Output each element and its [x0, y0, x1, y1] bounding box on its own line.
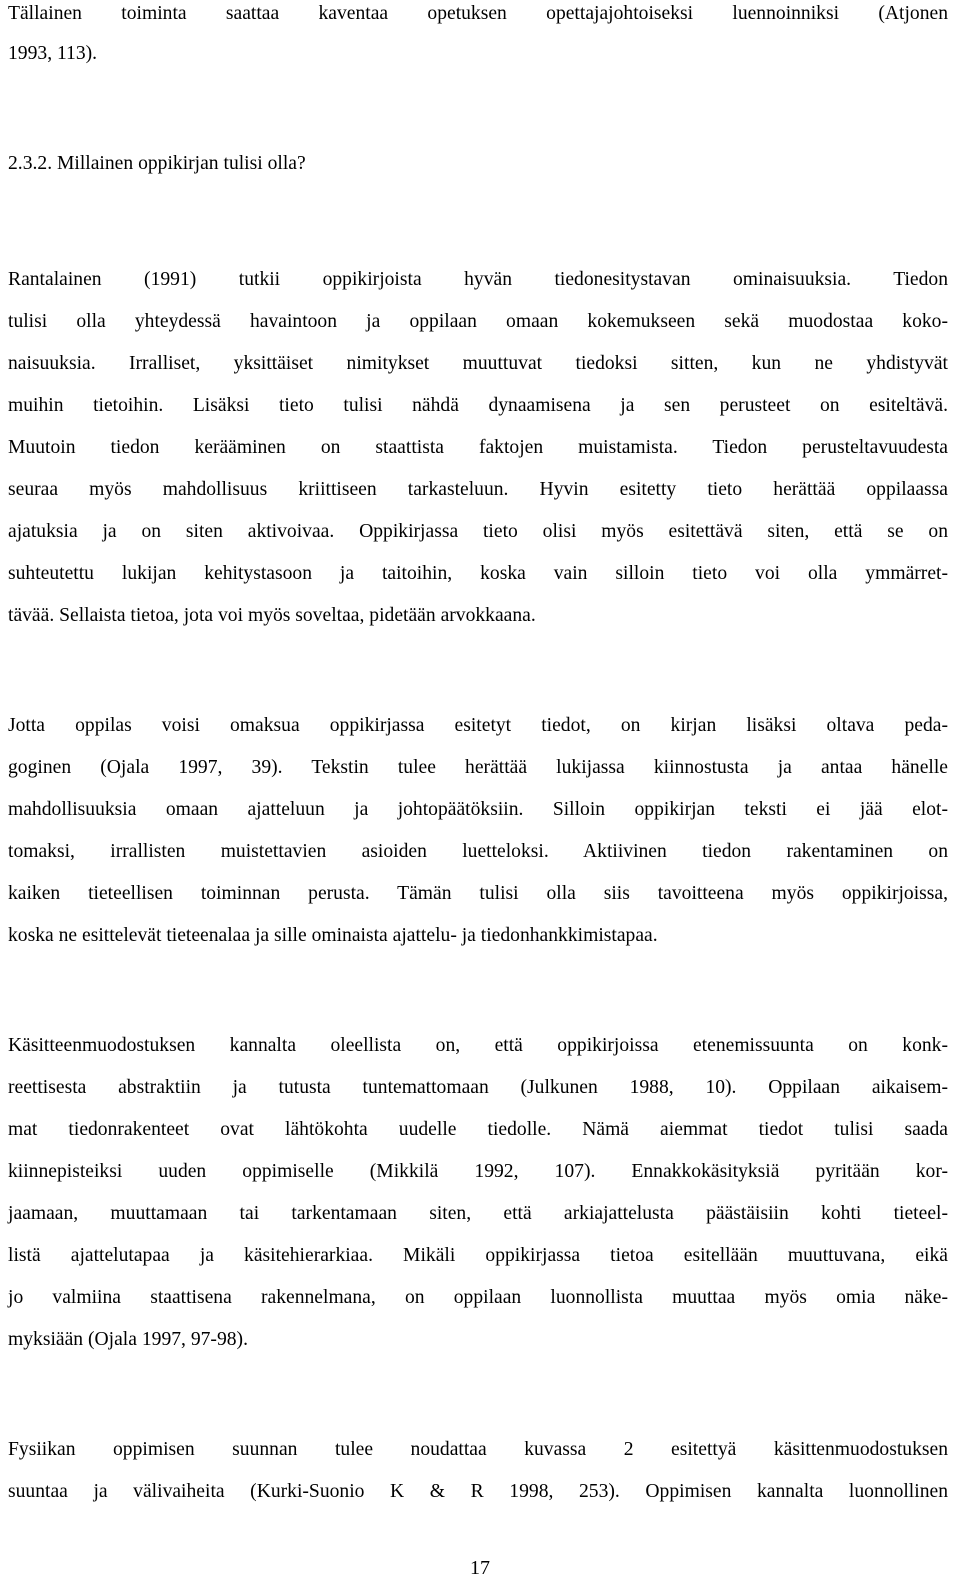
paragraph-2-line: goginen (Ojala 1997, 39). Tekstin tulee herättää lukijassa kiinnostusta ja antaa hänelle: [8, 757, 948, 778]
paragraph-2-line: koska ne esittelevät tieteenalaa ja sille ominaista ajattelu- ja tiedonhankkimistapaa.: [8, 925, 658, 946]
paragraph-2-line: kaiken tieteellisen toiminnan perusta. Tämän tulisi olla siis tavoitteena myös oppikirjoissa,: [8, 883, 948, 904]
paragraph-1-line: suhteutettu lukijan kehitystasoon ja taitoihin, koska vain silloin tieto voi olla ymmärret-: [8, 563, 948, 584]
paragraph-3-line: listä ajattelutapaa ja käsitehierarkiaa. Mikäli oppikirjassa tietoa esitellään muuttuvana, eikä: [8, 1245, 948, 1266]
paragraph-1-line: Muutoin tiedon kerääminen on staattista faktojen muistamista. Tiedon perusteltavuudesta: [8, 437, 948, 458]
paragraph-3-line: jaamaan, muuttamaan tai tarkentamaan siten, että arkiajattelusta päästäisiin kohti tieteel-: [8, 1203, 948, 1224]
paragraph-1-line: tulisi olla yhteydessä havaintoon ja oppilaan omaan kokemukseen sekä muodostaa koko-: [8, 311, 948, 332]
paragraph-3-line: kiinnepisteiksi uuden oppimiselle (Mikkilä 1992, 107). Ennakkokäsityksiä pyritään kor-: [8, 1161, 948, 1182]
paragraph-1-line: muihin tietoihin. Lisäksi tieto tulisi nähdä dynaamisena ja sen perusteet on esiteltävä.: [8, 395, 948, 416]
paragraph-1-line: tävää. Sellaista tietoa, jota voi myös soveltaa, pidetään arvokkaana.: [8, 605, 536, 626]
paragraph-1-line: naisuuksia. Irralliset, yksittäiset nimitykset muuttuvat tiedoksi sitten, kun ne yhdistyvät: [8, 353, 948, 374]
paragraph-1-line: seuraa myös mahdollisuus kriittiseen tarkasteluun. Hyvin esitetty tieto herättää oppilaassa: [8, 479, 948, 500]
paragraph-1-line: ajatuksia ja on siten aktivoivaa. Oppikirjassa tieto olisi myös esitettävä siten, että se on: [8, 521, 948, 542]
intro-line: Tällainen toiminta saattaa kaventaa opetuksen opettajajohtoiseksi luennoinniksi (Atjonen: [8, 3, 948, 24]
paragraph-3-line: jo valmiina staattisena rakennelmana, on oppilaan luonnollista muuttaa myös omia näke-: [8, 1287, 948, 1308]
paragraph-2-line: tomaksi, irrallisten muistettavien asioiden luetteloksi. Aktiivinen tiedon rakentaminen on: [8, 841, 948, 862]
paragraph-2-line: Jotta oppilas voisi omaksua oppikirjassa esitetyt tiedot, on kirjan lisäksi oltava peda-: [8, 715, 948, 736]
paragraph-1-line: Rantalainen (1991) tutkii oppikirjoista hyvän tiedonesitystavan ominaisuuksia. Tiedon: [8, 269, 948, 290]
paragraph-4-line: Fysiikan oppimisen suunnan tulee noudattaa kuvassa 2 esitettyä käsittenmuodostuksen: [8, 1439, 948, 1460]
section-heading: 2.3.2. Millainen oppikirjan tulisi olla?: [8, 153, 306, 174]
paragraph-3-line: Käsitteenmuodostuksen kannalta oleellista on, että oppikirjoissa etenemissuunta on konk-: [8, 1035, 948, 1056]
page-number: 17: [470, 1557, 490, 1579]
paragraph-3-line: myksiään (Ojala 1997, 97-98).: [8, 1329, 248, 1350]
paragraph-4-line: suuntaa ja välivaiheita (Kurki-Suonio K & R 1998, 253). Oppimisen kannalta luonnollinen: [8, 1481, 948, 1502]
paragraph-3-line: reettisesta abstraktiin ja tutusta tuntemattomaan (Julkunen 1988, 10). Oppilaan aikaisem-: [8, 1077, 948, 1098]
paragraph-2-line: mahdollisuuksia omaan ajatteluun ja johtopäätöksiin. Silloin oppikirjan teksti ei jää elot-: [8, 799, 948, 820]
intro-line: 1993, 113).: [8, 43, 98, 64]
paragraph-3-line: mat tiedonrakenteet ovat lähtökohta uudelle tiedolle. Nämä aiemmat tiedot tulisi saada: [8, 1119, 948, 1140]
